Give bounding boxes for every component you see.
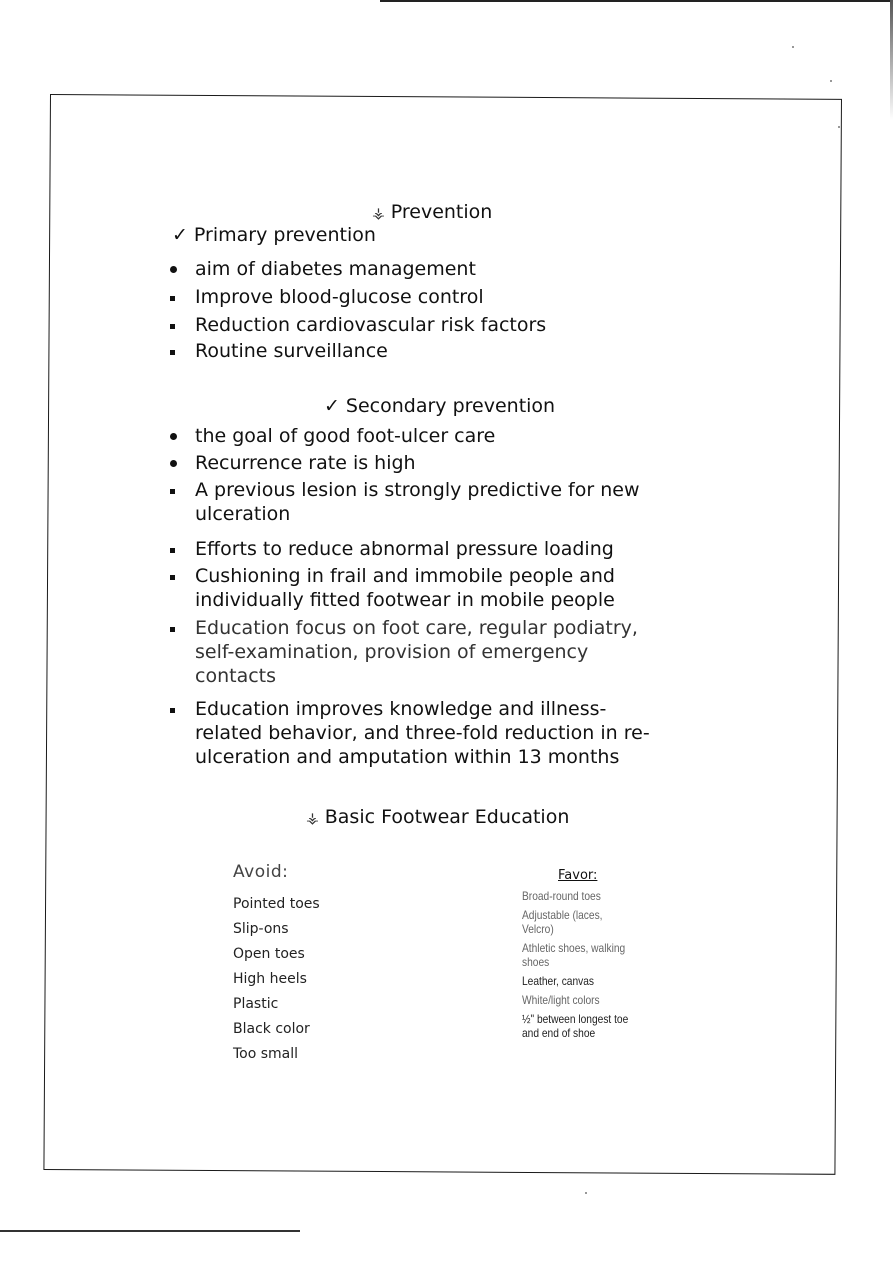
bullet-icon: [170, 564, 186, 588]
footwear-heading: [306, 808, 569, 827]
list-item: Education focus on foot care, regular podiatry, self-examination, provision of emergency contacts: [170, 616, 660, 688]
list-item: Education improves knowledge and illness-related behavior, and three-fold reduction in re-ulceration and amputation within 13 months: [170, 697, 660, 769]
list-item: Reduction cardiovascular risk factors: [170, 313, 660, 337]
favor-item: Athletic shoes, walking shoes: [522, 941, 626, 969]
avoid-heading: Avoid:: [233, 862, 289, 882]
bullet-icon: [170, 339, 186, 363]
favor-item: Adjustable (laces, Velcro): [522, 908, 603, 936]
favor-item: Broad-round toes: [522, 889, 601, 903]
list-item: Cushioning in frail and immobile people and individually fitted footwear in mobile people: [170, 564, 660, 612]
list-item: A previous lesion is strongly predictive for new ulceration: [170, 478, 660, 526]
section-marker-icon: ⚶: [306, 809, 319, 827]
favor-column: [522, 868, 652, 1045]
primary-prevention-heading: [172, 226, 376, 245]
list-item: the goal of good foot-ulcer care: [170, 424, 660, 448]
secondary-prevention-label: Secondary prevention: [345, 395, 556, 417]
avoid-item: Pointed toes: [233, 896, 320, 912]
bullet-icon: [170, 616, 186, 640]
checkmark-icon: ✓: [172, 224, 188, 246]
list-item: Routine surveillance: [170, 339, 660, 363]
avoid-item: Open toes: [233, 946, 305, 962]
secondary-prevention-heading: [324, 397, 555, 416]
bullet-icon: [170, 697, 186, 721]
primary-prevention-label: Primary prevention: [193, 224, 376, 246]
avoid-item: High heels: [233, 971, 307, 987]
bullet-icon: [170, 478, 186, 502]
bullet-icon: [170, 451, 186, 475]
avoid-column: [233, 862, 320, 1067]
favor-item: Leather, canvas: [522, 974, 595, 988]
favor-heading: Favor:: [558, 868, 598, 883]
list-item: aim of diabetes management: [170, 257, 660, 281]
bullet-icon: [170, 257, 186, 281]
bullet-icon: [170, 285, 186, 309]
bullet-icon: [170, 424, 186, 448]
scan-edge-top: [380, 0, 893, 2]
list-item: Recurrence rate is high: [170, 451, 660, 475]
avoid-item: Slip-ons: [233, 921, 289, 937]
prevention-heading: [372, 203, 492, 222]
bullet-icon: [170, 537, 186, 561]
section-marker-icon: ⚶: [372, 204, 385, 222]
scan-speck: [792, 46, 794, 48]
scan-speck: [830, 80, 832, 82]
checkmark-icon: ✓: [324, 395, 340, 417]
list-item: Efforts to reduce abnormal pressure loading: [170, 537, 660, 561]
avoid-item: Plastic: [233, 996, 279, 1012]
scan-speck: [585, 1192, 587, 1194]
avoid-item: Too small: [233, 1046, 299, 1062]
footwear-title: Basic Footwear Education: [324, 806, 570, 828]
favor-item: White/light colors: [522, 993, 600, 1007]
favor-item: ½" between longest toe and end of shoe: [522, 1012, 629, 1040]
scan-edge-bottom: [0, 1230, 300, 1232]
avoid-item: Black color: [233, 1021, 310, 1037]
prevention-title: Prevention: [390, 201, 493, 223]
bullet-icon: [170, 313, 186, 337]
list-item: Improve blood-glucose control: [170, 285, 660, 309]
